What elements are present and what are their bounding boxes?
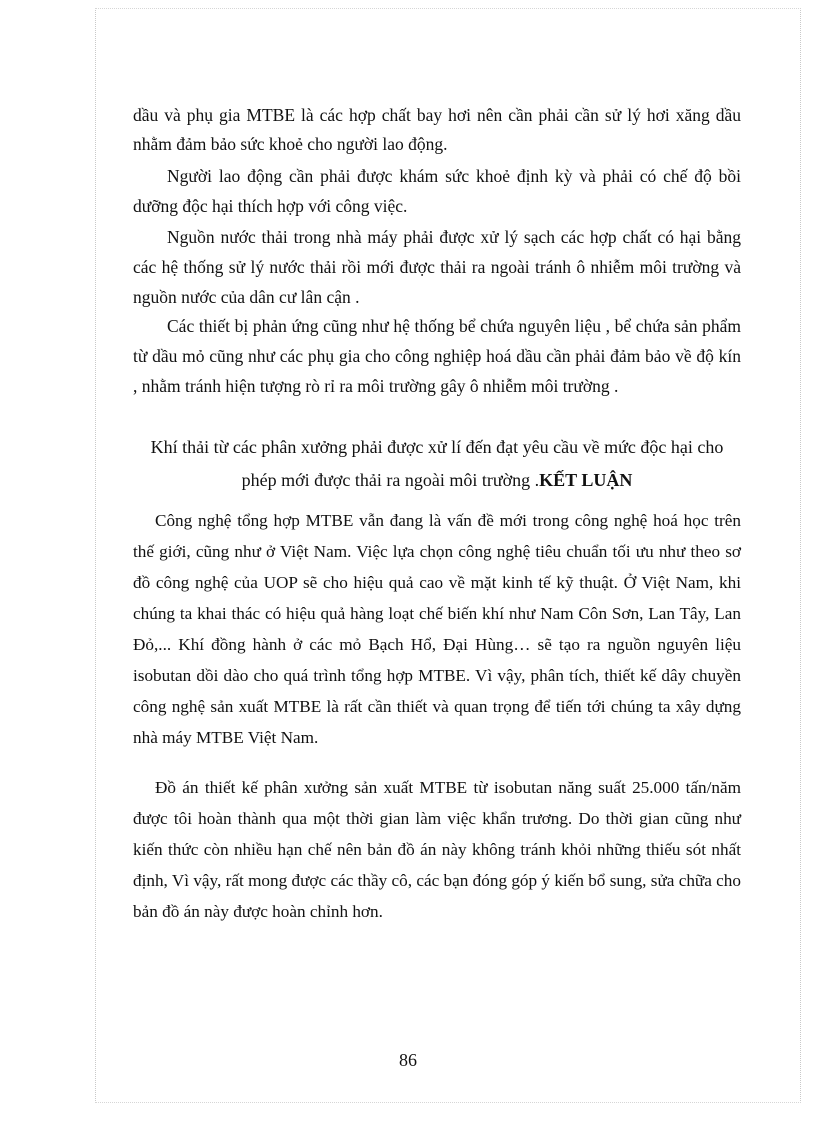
paragraph-wastewater: Nguồn nước thải trong nhà máy phải được xử lý sạch các hợp chất có hại bằng các hệ thống sử lý nước thải rồi mới được thải ra ngoài tránh ô nhiễm môi trường và nguồn nước của dân cư lân cận . (133, 227, 741, 307)
paragraph-worker-health: Người lao động cần phải được khám sức khoẻ định kỳ và phải có chế độ bồi dưỡng độc hại thích hợp với công việc. (133, 166, 741, 216)
conclusion-heading: KẾT LUẬN (539, 470, 633, 490)
paragraph-fuel-vapor: dầu và phụ gia MTBE là các hợp chất bay hơi nên cần phải cần sử lý hơi xăng dầu nhằm đảm bảo sức khoẻ cho người lao động. (133, 105, 741, 154)
page-number: 86 (399, 1050, 417, 1070)
exhaust-gas-text: Khí thải từ các phân xưởng phải được xử lí đến đạt yêu cầu về mức độc hại cho phép mới được thải ra ngoài môi trường . (150, 437, 724, 490)
paragraph-project-summary: Đồ án thiết kế phân xưởng sản xuất MTBE từ isobutan năng suất 25.000 tấn/năm được tôi hoàn thành qua một thời gian làm việc khẩn trương. Do thời gian cũng như kiến thức còn nhiều hạn chế nên bản đồ án này không tránh khỏi những thiếu sót nhất định, Vì vậy, rất mong được các thầy cô, các bạn đóng góp ý kiến bổ sung, sửa chữa cho bản đồ án này được hoàn chỉnh hơn. (133, 778, 741, 921)
paragraph-mtbe-technology: Công nghệ tổng hợp MTBE vẫn đang là vấn đề mới trong công nghệ hoá học trên thế giới, cũng như ở Việt Nam. Việc lựa chọn công nghệ tiêu chuẩn tối ưu như theo sơ đồ công nghệ của UOP sẽ cho hiệu quả cao về mặt kinh tế kỹ thuật. Ở Việt Nam, khi chúng ta khai thác có hiệu quả hàng loạt chế biến khí như Nam Côn Sơn, Lan Tây, Lan Đỏ,... Khí đồng hành ở các mỏ Bạch Hổ, Đại Hùng… sẽ tạo ra nguồn nguyên liệu isobutan dồi dào cho quá trình tổng hợp MTBE. Vì vậy, phân tích, thiết kế dây chuyền công nghệ sản xuất MTBE là rất cần thiết và quan trọng để tiến tới chúng ta xây dựng nhà máy MTBE Việt Nam. (133, 511, 741, 747)
paragraph-exhaust-gas (133, 431, 741, 497)
paragraph-reactor-sealing: Các thiết bị phản ứng cũng như hệ thống bể chứa nguyên liệu , bể chứa sản phẩm từ dầu mỏ cũng như các phụ gia cho công nghiệp hoá dầu cần phải đảm bảo về độ kín , nhằm tránh hiện tượng rò rỉ ra môi trường gây ô nhiễm môi trường . (133, 316, 741, 396)
